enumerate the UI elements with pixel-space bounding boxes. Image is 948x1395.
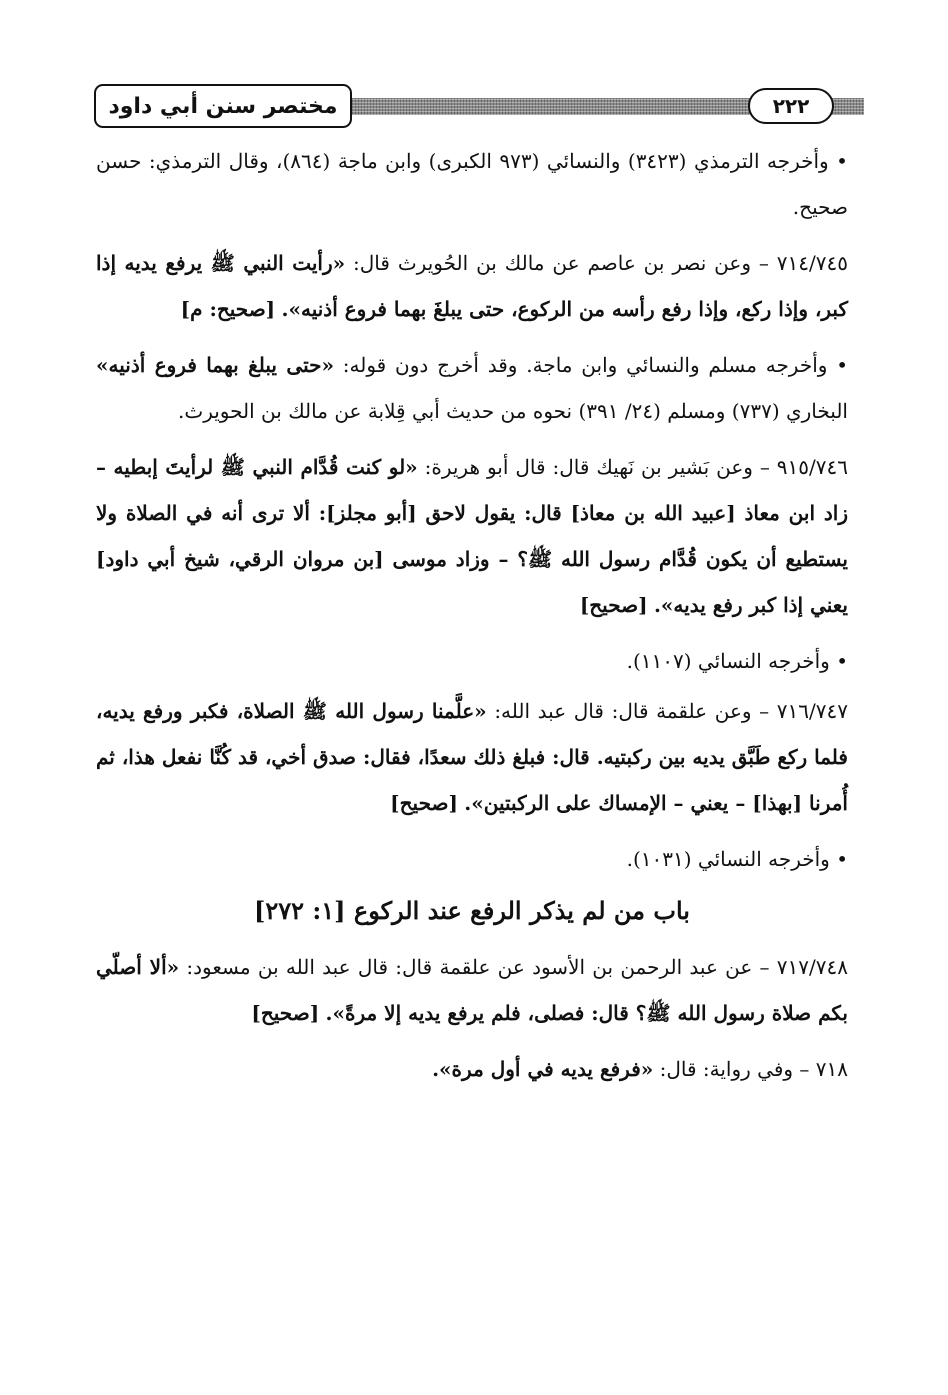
- book-title-text: مختصر سنن أبي داود: [108, 93, 338, 119]
- book-title: [94, 84, 352, 128]
- page-body: [96, 138, 848, 1102]
- page-number: [748, 88, 834, 124]
- hadith-number: ٧١٤/٧٤٥: [776, 251, 848, 275]
- hadith-matn: «رأيت النبي ﷺ يرفع يديه إذا كبر، وإذا ركع، وإذا رفع رأسه من الركوع، حتى يبلغَ بهما فروع أذنيه».: [96, 251, 848, 321]
- hadith-number: ٧١٧/٧٤٨: [776, 955, 848, 979]
- hadith-paragraph: [96, 1046, 848, 1092]
- hadith-isnad: – وعن نصر بن عاصم عن مالك بن الحُويرث قال:: [345, 251, 777, 275]
- takhrij-note: • وأخرجه النسائي (١١٠٧).: [626, 649, 848, 673]
- hadith-paragraph: [96, 240, 848, 332]
- takhrij-note: • وأخرجه النسائي (١٠٣١).: [626, 847, 848, 871]
- takhrij-note: • وأخرجه مسلم والنسائي وابن ماجة. وقد أخرج دون قوله: «حتى يبلغ بهما فروع أذنيه» البخاري (٧٣٧) ومسلم (٢٤/ ٣٩١) نحوه من حديث أبي قِلابة عن مالك بن الحويرث.: [96, 353, 849, 423]
- hadith-matn: «علَّمنا رسول الله ﷺ الصلاة، فكبر ورفع يديه، فلما ركع طَبَّق يديه بين ركبتيه. قال: فبلغ ذلك سعدًا، فقال: صدق أخي، قد كُنَّا نفعل هذا، ثم أُمرنا [بهذا] – يعني – الإمساك على الركبتين».: [96, 699, 848, 815]
- page-header: [94, 84, 864, 132]
- hadith-grade: [صحيح: م]: [180, 297, 276, 321]
- page-number-text: ٢٢٢: [772, 94, 810, 118]
- takhrij-note: • وأخرجه الترمذي (٣٤٢٣) والنسائي (٩٧٣ الكبرى) وابن ماجة (٨٦٤)، وقال الترمذي: حسن صحيح.: [96, 149, 848, 219]
- hadith-grade: [صحيح]: [579, 593, 648, 617]
- hadith-matn: «فرفع يديه في أول مرة».: [432, 1057, 654, 1081]
- hadith-paragraph: [96, 944, 848, 1036]
- hadith-number: ٧١٦/٧٤٧: [776, 699, 848, 723]
- hadith-paragraph: [96, 444, 848, 628]
- hadith-isnad: – وعن بَشير بن نَهيك قال: قال أبو هريرة:: [417, 455, 777, 479]
- hadith-matn: «لو كنت قُدَّام النبي ﷺ لرأيتَ إبطيه – زاد ابن معاذ [عبيد الله بن معاذ] قال: يقول لاحق [أبو مجلز]: ألا ترى أنه في الصلاة ولا يستطيع أن يكون قُدَّام رسول الله ﷺ؟ – وزاد موسى [بن مروان الرقي، شيخ أبي داود] يعني إذا كبر رفع يديه».: [96, 455, 848, 617]
- hadith-isnad: – وعن علقمة قال: قال عبد الله:: [486, 699, 777, 723]
- hadith-isnad: – وفي رواية: قال:: [653, 1057, 816, 1081]
- quoted-phrase: «حتى يبلغ بهما فروع أذنيه»: [96, 353, 334, 377]
- chapter-heading: باب من لم يذكر الرفع عند الركوع [١: ٢٧٢]: [254, 896, 690, 925]
- hadith-matn: «ألا أصلّي بكم صلاة رسول الله ﷺ؟ قال: فصلى، فلم يرفع يديه إلا مرةً».: [96, 955, 848, 1025]
- hadith-isnad: – عن عبد الرحمن بن الأسود عن علقمة قال: قال عبد الله بن مسعود:: [179, 955, 777, 979]
- hadith-grade: [صحيح]: [390, 791, 458, 815]
- hadith-grade: [صحيح]: [251, 1001, 320, 1025]
- hadith-number: ٩١٥/٧٤٦: [776, 455, 848, 479]
- hadith-number: ٧١٨: [815, 1057, 848, 1081]
- hadith-paragraph: [96, 688, 848, 826]
